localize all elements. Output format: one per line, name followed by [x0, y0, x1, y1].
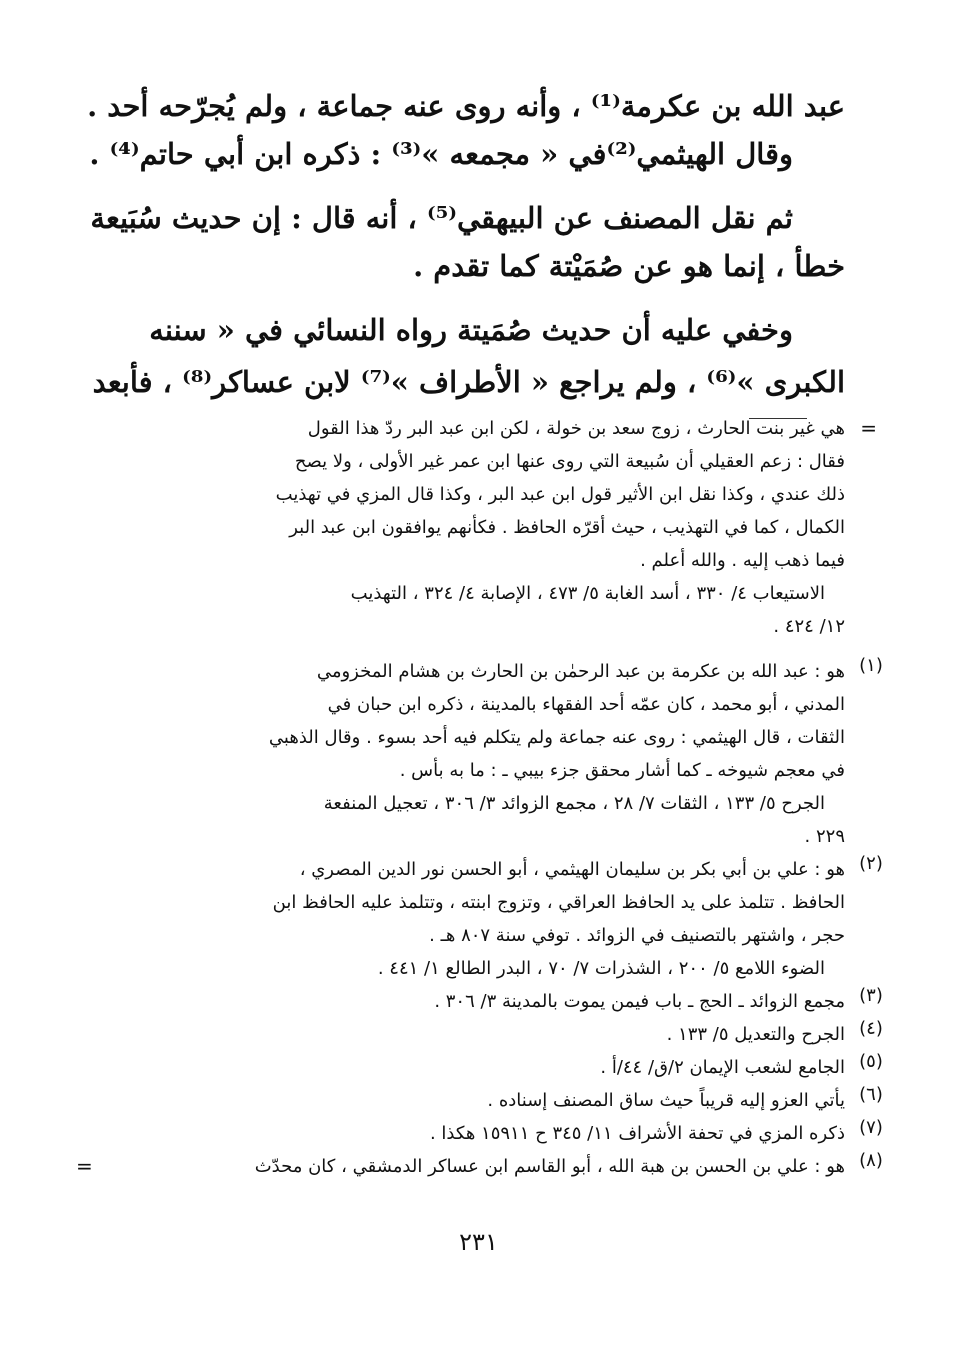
footnote-number: (٢) — [859, 853, 883, 874]
main-line: عبد الله بن عكرمة⁽¹⁾ ، وأنه روى عنه جماعة ، ولم يُجرّحه أحد . — [87, 89, 845, 123]
footnote-line: هي غير بنت الحارث ، زوج سعد بن خولة ، لكن ابن عبد البر ردّ هذا القول — [307, 418, 845, 439]
footnote-line: هو : علي بن الحسن بن هبة الله ، أبو القاسم ابن عساكر الدمشقي ، كان محدّث — [254, 1156, 845, 1177]
continuation-marker: = — [76, 1154, 93, 1178]
footnote-line: هو : علي بن أبي بكر بن سليمان الهيثمي ، أبو الحسن نور الدين المصري ، — [299, 859, 845, 880]
footnote-2 — [112, 853, 883, 985]
footnote-line: الثقات ، قال الهيثمي : روى عنه جماعة ولم يتكلم فيه أحد بسوء . وقال الذهبي — [268, 727, 845, 748]
footnote-line: الكمال ، كما في التهذيب ، حيث أقرّه الحافظ . فكأنهم يوافقون ابن عبد البر — [289, 517, 845, 538]
footnote-number: (٥) — [859, 1051, 883, 1072]
footnote-line: يأتي العزو إليه قريباً حيث ساق المصنف إسناده . — [487, 1090, 845, 1111]
footnote-3 — [112, 985, 883, 1018]
footnote-reference: الجرح ٥/ ١٣٣ ، الثقات ٧/ ٢٨ ، مجمع الزوائد ٣/ ٣٠٦ ، تعجيل المنفعة — [323, 793, 825, 814]
continuation-marker: = — [860, 416, 877, 440]
footnote-line: الحافظ . تتلمذ على يد الحافظ العراقي ، وتزوج ابنته ، وتتلمذ عليه الحافظ ابن — [272, 892, 845, 913]
footnote-line: فقال : زعم العقيلي أن سُبيعة التي روى عنها ابن عمر غير الأولى ، ولا يصح — [294, 451, 845, 472]
main-line: وقال الهيثمي⁽²⁾في « مجمعه »⁽³⁾ : ذكره ابن أبي حاتم⁽⁴⁾ . — [89, 137, 793, 171]
main-text — [87, 82, 845, 406]
footnote-number: (٨) — [859, 1150, 883, 1171]
footnote-line: ذلك عندي ، وكذا نقل ابن الأثير قول ابن عبد البر ، وكذا قال المزي في تهذيب — [275, 484, 845, 505]
footnote-number: (٣) — [859, 985, 883, 1006]
footnote-line: فيما ذهب إليه . والله أعلم . — [640, 550, 845, 571]
footnote-number: (١) — [859, 655, 883, 676]
page-number: ٢٣١ — [459, 1228, 498, 1256]
footnote-reference: الاستيعاب ٤/ ٣٣٠ ، أسد الغابة ٥/ ٤٧٣ ، الإصابة ٤/ ٣٢٤ ، التهذيب — [350, 583, 825, 604]
footnote-line: ذكره المزي في تحفة الأشراف ١١/ ٣٤٥ ح ١٥٩١١ هكذا . — [429, 1123, 845, 1144]
footnote-reference: ١٢/ ٤٢٤ . — [773, 616, 845, 637]
footnote-4 — [112, 1018, 883, 1051]
footnote-line: هو : عبد الله بن عكرمة بن عبد الرحمٰن بن الحارث بن هشام المخزومي — [316, 661, 845, 682]
footnote-1 — [112, 655, 883, 853]
continued-footnote — [112, 412, 877, 643]
footnotes — [76, 412, 883, 1183]
main-line: خطأ ، إنما هو عن صُمَيْتة كما تقدم . — [413, 249, 845, 283]
footnote-8 — [76, 1150, 883, 1183]
footnote-7 — [112, 1117, 883, 1150]
footnote-5 — [112, 1051, 883, 1084]
footnote-reference: ٢٢٩ . — [804, 826, 845, 847]
main-line: الكبرى »⁽⁶⁾ ، ولم يراجع « الأطراف »⁽⁷⁾ لابن عساكر⁽⁸⁾ ، فأبعد — [92, 365, 845, 399]
main-line: ثم نقل المصنف عن البيهقي⁽⁵⁾ ، أنه قال : إن حديث سُبَيعة — [90, 201, 793, 235]
main-line: وخفي عليه أن حديث صُمَيتة رواه النسائي في « سننه — [149, 313, 793, 347]
footnote-reference: الضوء اللامع ٥/ ٢٠٠ ، الشذرات ٧/ ٧٠ ، البدر الطالع ١/ ٤٤١ . — [377, 958, 825, 979]
footnote-number: (٧) — [859, 1117, 883, 1138]
footnote-line: الجرح والتعديل ٥/ ١٣٣ . — [666, 1024, 845, 1045]
footnote-line: مجمع الزوائد ـ الحج ـ باب فيمن يموت بالمدينة ٣/ ٣٠٦ . — [434, 991, 845, 1012]
footnote-line: المدني ، أبو محمد ، كان عمّه أحد الفقهاء بالمدينة ، ذكره ابن حبان في — [327, 694, 845, 715]
footnote-number: (٤) — [859, 1018, 883, 1039]
footnote-line: الجامع لشعب الإيمان ٢/ق/ ٤٤/أ . — [600, 1057, 845, 1078]
footnote-6 — [112, 1084, 883, 1117]
footnote-number: (٦) — [859, 1084, 883, 1105]
footnote-line: في معجم شيوخه ـ كما أشار محقق جزء بيبي ـ : ما به بأس . — [399, 760, 845, 781]
footnote-line: حجر ، واشتهر بالتصنيف في الزوائد . توفي سنة ٨٠٧ هـ . — [429, 925, 845, 946]
